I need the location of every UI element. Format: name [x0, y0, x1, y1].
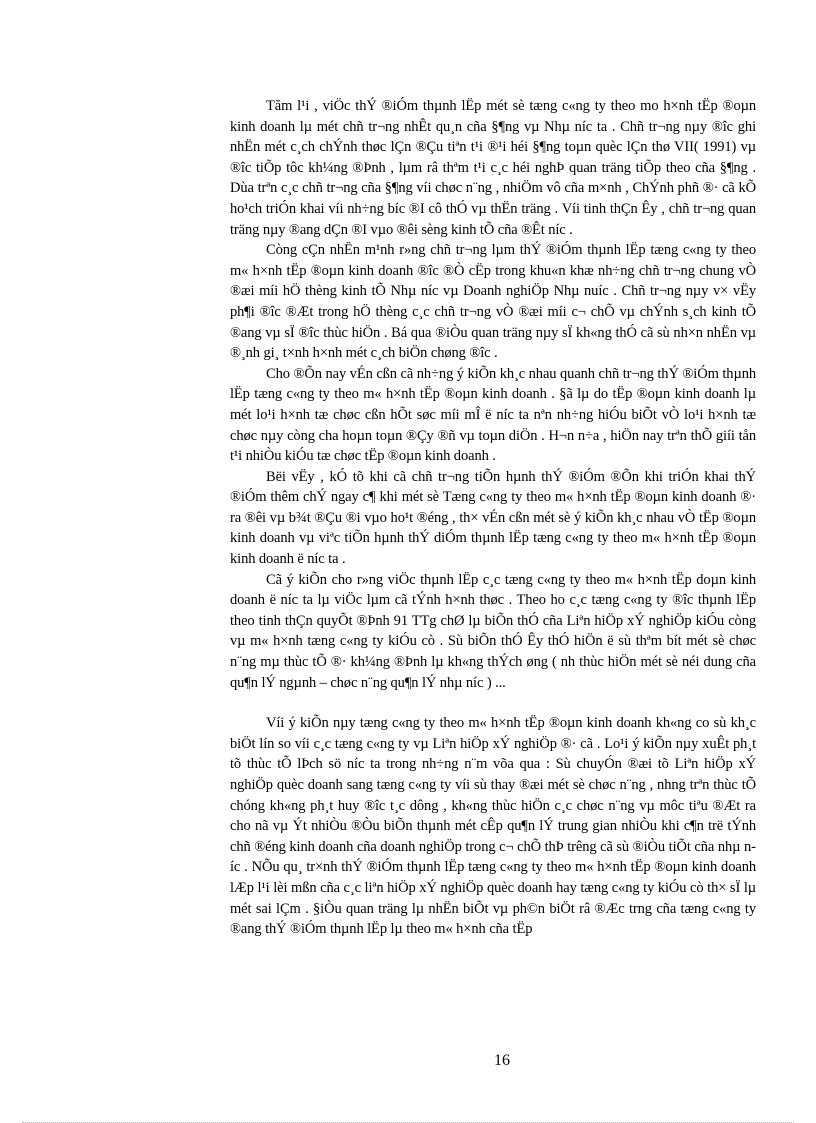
paragraph-6: Víi ý kiÕn nµy tæng c«ng ty theo m« h×nh tËp ®oµn kinh doanh kh«ng co sù kh¸c biÖt lín so víi c¸c tæng c«ng ty vµ Liªn hiÖp xÝ nghiÖp ®· cã . Lo¹i ý kiÕn nµy xuÊt ph¸t tõ thùc tÕ lÞch sö níc ta trong nh÷ng n¨m võa qua : Sù chuyÓn ®æi tõ Liªn hiÖp xÝ nghiÖp quèc doanh sang tæng c«ng ty víi sù thay ®æi mét sè chøc n¨ng , nhng trªn thùc tÕ chóng kh«ng ph¸t huy ®îc t¸c dông , kh«ng thùc hiÖn c¸c chøc n¨ng vµ môc tiªu ®Æt ra cho nã vµ Ýt nhiÒu ®Òu biÕn thµnh mét cÊp qu¶n lÝ trung gian nhiÒu khi c¶n trë tÝnh chñ ®éng kinh doanh cña doanh nghiÖp trong c¬ chÕ thÞ trêng cã sù ®iÒu tiÕt cña nhµ níc . NÕu qu¸ tr×nh thÝ ®iÓm thµnh lËp tæng c«ng ty theo m« h×nh tËp ®oµn kinh doanh lÆp l¹i lèi mßn cña c¸c liªn hiÖp xÝ nghiÖp quèc doanh hay tæng c«ng ty kiÓu cò th× sÏ lµ mét sai lÇm . §iÒu quan träng lµ nhËn biÕt vµ ph©n biÖt râ ®Æc trng cña tæng c«ng ty ®ang thÝ ®iÓm thµnh lËp lµ theo m« h×nh cña tËp — [230, 715, 756, 938]
paragraph-5: Cã ý kiÕn cho r»ng viÖc thµnh lËp c¸c tæng c«ng ty theo m« h×nh tËp doµn kinh doanh ë níc ta lµ viÖc lµm cã tÝnh h×nh thøc . Theo ho c¸c tæng c«ng ty ®îc thµnh lËp theo tinh thÇn quyÕt ®Þnh 91 TTg chØ lµ biÕn thÓ cña Liªn hiÖp xÝ nghiÖp kiÓu còng vµ m« h×nh tæng c«ng ty kiÓu cò . Sù biÕn thÓ Êy thÓ hiÖn ë sù thªm bít mét sè chøc n¨ng mµ thùc tÕ ®· kh¼ng ®Þnh lµ kh«ng thÝch øng ( nh thùc hiÖn mét sè néi dung cña qu¶n lÝ ngµnh – chøc n¨ng qu¶n lÝ nhµ níc ) ... — [230, 571, 756, 691]
document-body — [230, 96, 756, 940]
page-number: 16 — [494, 1052, 510, 1069]
paragraph-4: Bëi vËy , kÓ tõ khi cã chñ tr¬ng tiÕn hµnh thÝ ®iÓm ®Õn khi triÓn khai thÝ ®iÓm thêm chÝ ngay c¶ khi mét sè Tæng c«ng ty theo m« h×nh tËp ®oµn kinh doanh ®· ra ®êi vµ b¾t ®Çu ®i vµo ho¹t ®éng , th× vÉn cßn mét sè ý kiÕn kh¸c nhau vÒ tËp ®oµn kinh doanh vµ viªc tiÕn hµnh thÝ diÓm thµnh lËp tæng c«ng ty theo m« h×nh tËp ®oµn kinh doanh ë níc ta . — [230, 468, 756, 568]
paragraph-3: Cho ®Õn nay vÉn cßn cã nh÷ng ý kiÕn kh¸c nhau quanh chñ tr¬ng thÝ ®iÓm thµnh lËp tæng c«ng ty theo m« h×nh tËp ®oµn kinh doanh . §ã lµ do tËp ®oµn kinh doanh lµ mét lo¹i h×nh tæ chøc cßn hÕt søc míi mÎ ë níc ta nªn nh÷ng hiÓu biÕt vÒ lo¹i h×nh tæ chøc nµy còng cha hoµn toµn ®Çy ®ñ vµ toµn diÖn . H¬n n÷a , hiÖn nay trªn thÕ giíi tån t¹i nhiÒu kiÓu tæ chøc tËp ®oµn kinh doanh . — [230, 365, 756, 465]
paragraph-2: Còng cÇn nhËn m¹nh r»ng chñ tr¬ng lµm thÝ ®iÓm thµnh lËp tæng c«ng ty theo m« h×nh tËp ®oµn kinh doanh ®îc ®Ò cËp trong khu«n khæ nh÷ng chñ tr¬ng chung vÒ ®æi míi hÖ thèng kinh tÕ Nhµ níc vµ Doanh nghiÖp Nhµ nuíc . Chñ tr¬ng nµy v× vËy ph¶i ®îc ®Æt trong hÖ thèng c¸c chñ tr¬ng vÒ ®æi míi c¬ chÕ vµ chÝnh s¸ch kinh tÕ ®ang vµ sÏ ®îc thùc hiÖn . Bá qua ®iÒu quan träng nµy sÏ kh«ng thÓ cã sù nh×n nhËn vµ ®¸nh gi¸ t×nh h×nh mét c¸ch biÖn chøng ®îc . — [230, 242, 756, 362]
paragraph-1: Tăm l¹i , viÖc thÝ ®iÓm thµnh lËp mét sè tæng c«ng ty theo mo h×nh tËp ®oµn kinh doanh lµ mét chñ tr¬ng nhÊt qu¸n cña §¶ng vµ Nhµ níc ta . Chñ tr¬ng nµy ®îc ghi nhËn mét c¸ch chÝnh thøc lÇn ®Çu tiªn t¹i ®¹i héi §¶ng toµn quèc lÇn thø VII( 1991) vµ ®îc tiÕp tôc kh¼ng ®Þnh , lµm râ thªm t¹i c¸c héi nghÞ quan träng tiÕp theo cña §¶ng . Dùa trªn c¸c chñ tr¬ng cña §¶ng víi chøc n¨ng , nhiÖm vô cña m×nh , ChÝnh phñ ®· cã kÕ ho¹ch triÓn khai víi nh÷ng bíc ®I cô thÓ vµ thËn träng . Víi tinh thÇn Êy , chñ tr¬ng quan träng nµy ®ang dÇn ®I vµo ®êi sèng kinh tÕ cña ®Êt níc . — [230, 98, 756, 238]
